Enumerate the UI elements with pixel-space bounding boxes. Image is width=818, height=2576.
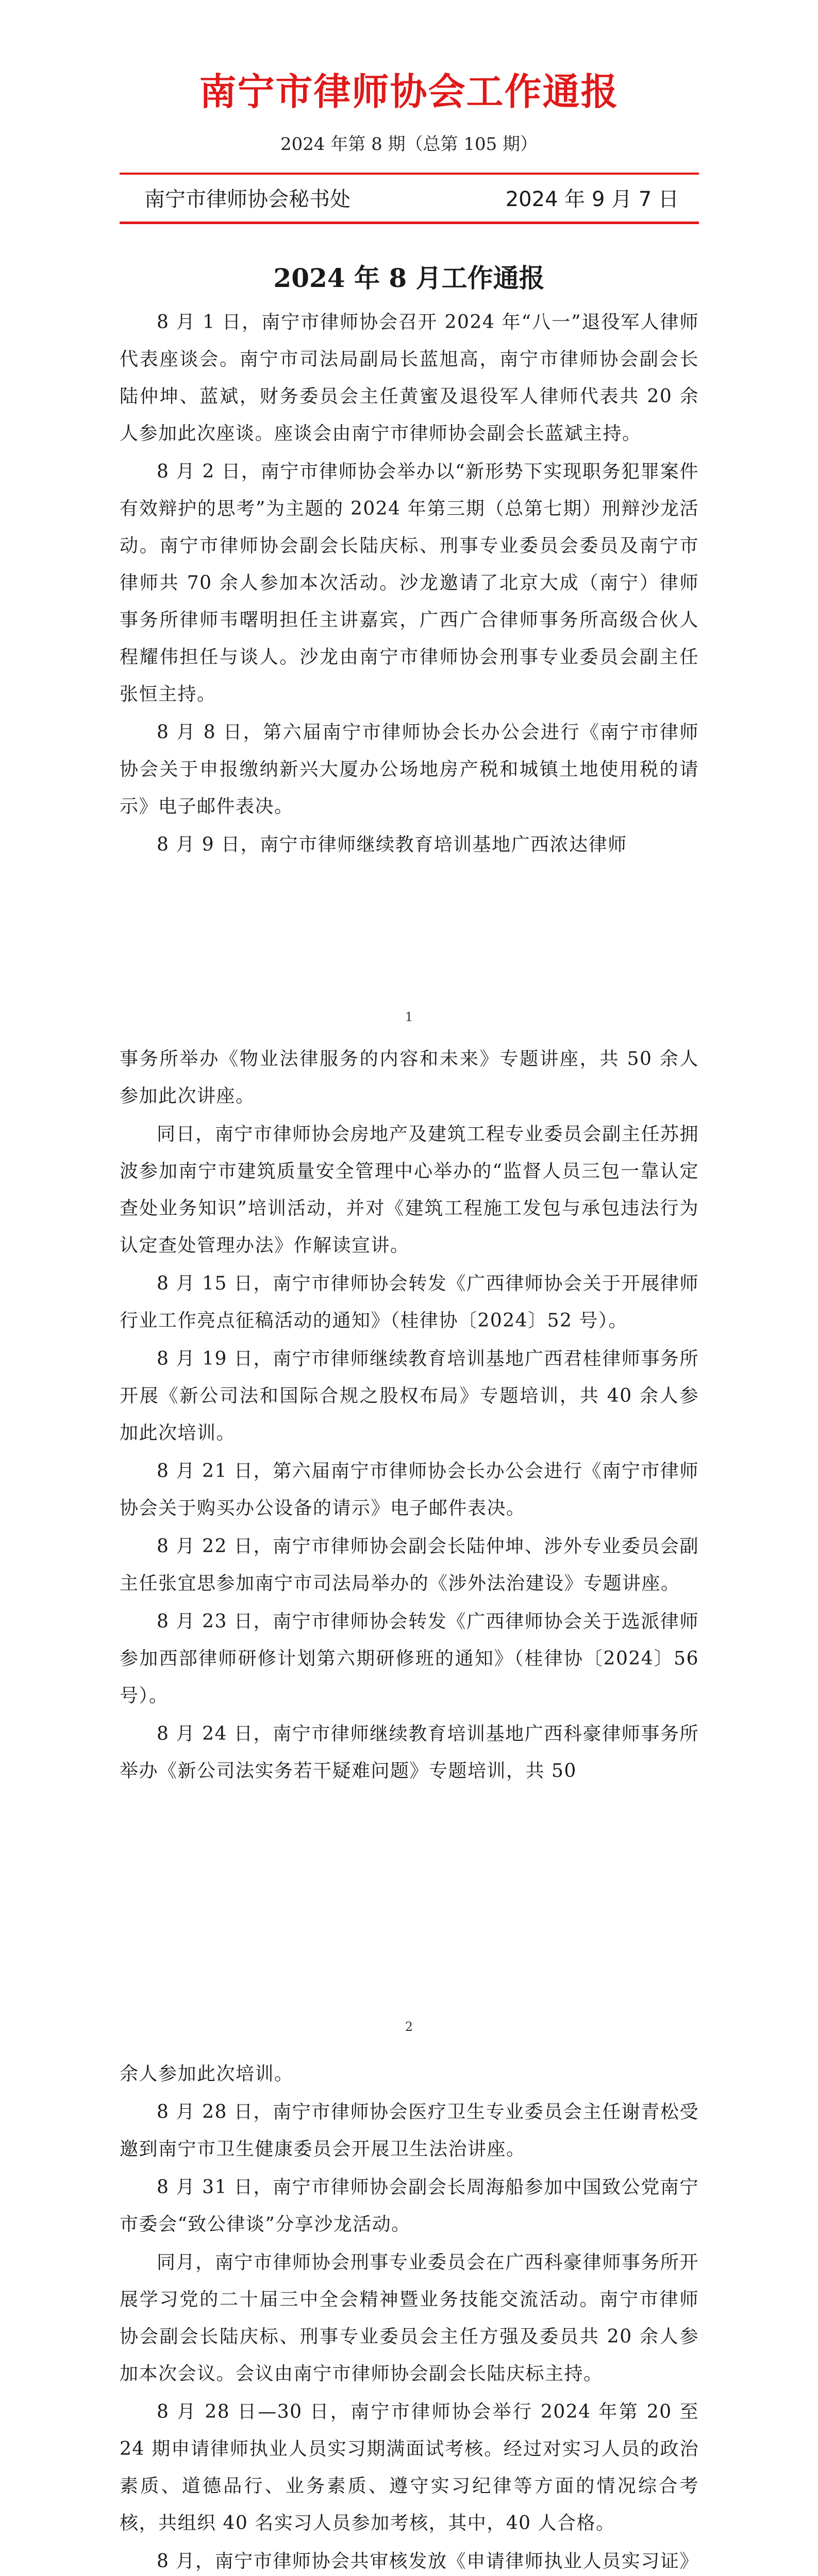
document-header <box>0 0 818 242</box>
paragraph: 8 月 22 日，南宁市律师协会副会长陆仲坤、涉外专业委员会副主任张宜思参加南宁市司法局举办的《涉外法治建设》专题讲座。 <box>120 1536 699 1594</box>
page-2-body <box>120 1041 699 1791</box>
issuer: 南宁市律师协会秘书处 <box>144 188 350 211</box>
paragraph: 8 月 2 日，南宁市律师协会举办以“新形势下实现职务犯罪案件有效辩护的思考”为主题的 2024 年第三期（总第七期）刑辩沙龙活动。南宁市律师协会副会长陆庆标、刑事专业委员会委员及南宁市律师共 70 余人参加本次活动。沙龙邀请了北京大成（南宁）律师事务所律师韦曙明担任主讲嘉宾，广西广合律师事务所高级合伙人程耀伟担任与谈人。沙龙由南宁市律师协会刑事专业委员会副主任张恒主持。 <box>120 461 699 705</box>
publication-title: 南宁市律师协会工作通报 <box>199 70 619 113</box>
paragraph: 8 月，南宁市律师协会共审核发放《申请律师执业人员实习证》 <box>157 2551 699 2572</box>
page-3-body <box>120 2056 699 2576</box>
paragraph: 8 月 9 日，南宁市律师继续教育培训基地广西浓达律师 <box>157 834 627 855</box>
paragraph: 8 月 23 日，南宁市律师协会转发《广西律师协会关于选派律师参加西部律师研修计划第六期研修班的通知》（桂律协〔2024〕56 号）。 <box>120 1611 699 1706</box>
paragraph: 8 月 8 日，第六届南宁市律师协会长办公会进行《南宁市律师协会关于申报缴纳新兴大厦办公场地房产税和城镇土地使用税的请示》电子邮件表决。 <box>120 722 699 817</box>
paragraph: 8 月 15 日，南宁市律师协会转发《广西律师协会关于开展律师行业工作亮点征稿活动的通知》（桂律协〔2024〕52 号）。 <box>120 1273 699 1331</box>
paragraph: 8 月 21 日，第六届南宁市律师协会长办公会进行《南宁市律师协会关于购买办公设备的请示》电子邮件表决。 <box>120 1461 699 1519</box>
page-number: 2 <box>405 2020 413 2034</box>
page-number: 1 <box>405 1010 413 1024</box>
paragraph: 8 月 1 日，南宁市律师协会召开 2024 年“八一”退役军人律师代表座谈会。南宁市司法局副局长蓝旭高，南宁市律师协会副会长陆仲坤、蓝斌，财务委员会主任黄蜜及退役军人律师代表共 20 余人参加此次座谈。座谈会由南宁市律师协会副会长蓝斌主持。 <box>120 312 699 444</box>
paragraph: 同日，南宁市律师协会房地产及建筑工程专业委员会副主任苏拥波参加南宁市建筑质量安全管理中心举办的“监督人员三包一靠认定查处业务知识”培训活动，并对《建筑工程施工发包与承包违法行为认定查处管理办法》作解读宣讲。 <box>120 1124 699 1256</box>
paragraph: 8 月 28 日—30 日，南宁市律师协会举行 2024 年第 20 至 24 期申请律师执业人员实习期满面试考核。经过对实习人员的政治素质、道德品行、业务素质、遵守实习纪律等方面的情况综合考核，共组织 40 名实习人员参加考核，其中，40 人合格。 <box>120 2401 699 2534</box>
paragraph: 8 月 28 日，南宁市律师协会医疗卫生专业委员会主任谢青松受邀到南宁市卫生健康委员会开展卫生法治讲座。 <box>120 2102 699 2160</box>
paragraph: 8 月 24 日，南宁市律师继续教育培训基地广西科豪律师事务所举办《新公司法实务若干疑难问题》专题培训，共 50 <box>120 1723 699 1782</box>
paragraph: 同月，南宁市律师协会刑事专业委员会在广西科豪律师事务所开展学习党的二十届三中全会精神暨业务技能交流活动。南宁市律师协会副会长陆庆标、刑事专业委员会主任方强及委员共 20 余人参加本次会议。会议由南宁市律师协会副会长陆庆标主持。 <box>120 2252 699 2384</box>
header-divider-bottom <box>120 222 699 224</box>
page-1-body <box>120 304 699 865</box>
header-divider-top <box>120 173 699 175</box>
paragraph: 8 月 31 日，南宁市律师协会副会长周海船参加中国致公党南宁市委会“致公律谈”分享沙龙活动。 <box>120 2177 699 2235</box>
issue-date: 2024 年 9 月 7 日 <box>505 188 679 211</box>
paragraph: 余人参加此次培训。 <box>120 2063 294 2084</box>
issue-number: 2024 年第 8 期（总第 105 期） <box>280 134 538 155</box>
paragraph: 事务所举办《物业法律服务的内容和未来》专题讲座，共 50 余人参加此次讲座。 <box>120 1048 699 1107</box>
paragraph: 8 月 19 日，南宁市律师继续教育培训基地广西君桂律师事务所开展《新公司法和国际合规之股权布局》专题培训，共 40 余人参加此次培训。 <box>120 1348 699 1444</box>
document-title: 2024 年 8 月工作通报 <box>273 263 545 293</box>
